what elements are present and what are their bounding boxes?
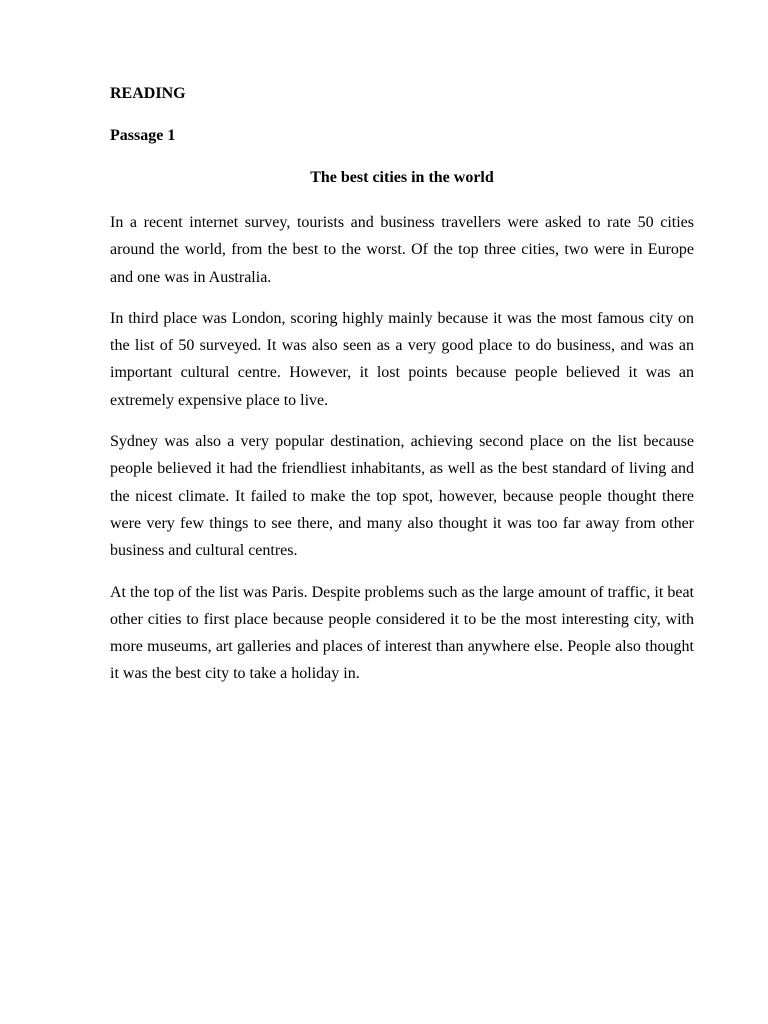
paragraph-sydney: Sydney was also a very popular destination, achieving second place on the list because people believed it had the friendliest inhabitants, as well as the best standard of living and the nicest climate. It failed to make the top spot, however, because people thought there were very few things to see there, and many also thought it was too far away from other business and cultural centres. bbox=[110, 433, 694, 560]
section-heading: READING bbox=[110, 85, 186, 102]
document-page bbox=[110, 80, 694, 702]
paragraph-paris: At the top of the list was Paris. Despite problems such as the large amount of traffic, it beat other cities to first place because people considered it to be the most interesting city, with more museums, art galleries and places of interest than anywhere else. People also thought it was the best city to take a holiday in. bbox=[110, 583, 694, 683]
passage-title: The best cities in the world bbox=[310, 169, 494, 186]
paragraph-london: In third place was London, scoring highly mainly because it was the most famous city on the list of 50 surveyed. It was also seen as a very good place to do business, and was an important cultural centre. However, it lost points because people believed it was an extremely expensive place to live. bbox=[110, 309, 694, 409]
passage-label: Passage 1 bbox=[110, 127, 176, 144]
paragraph-intro: In a recent internet survey, tourists and business travellers were asked to rate 50 cities around the world, from the best to the worst. Of the top three cities, two were in Europe and one was in Australia. bbox=[110, 214, 694, 286]
